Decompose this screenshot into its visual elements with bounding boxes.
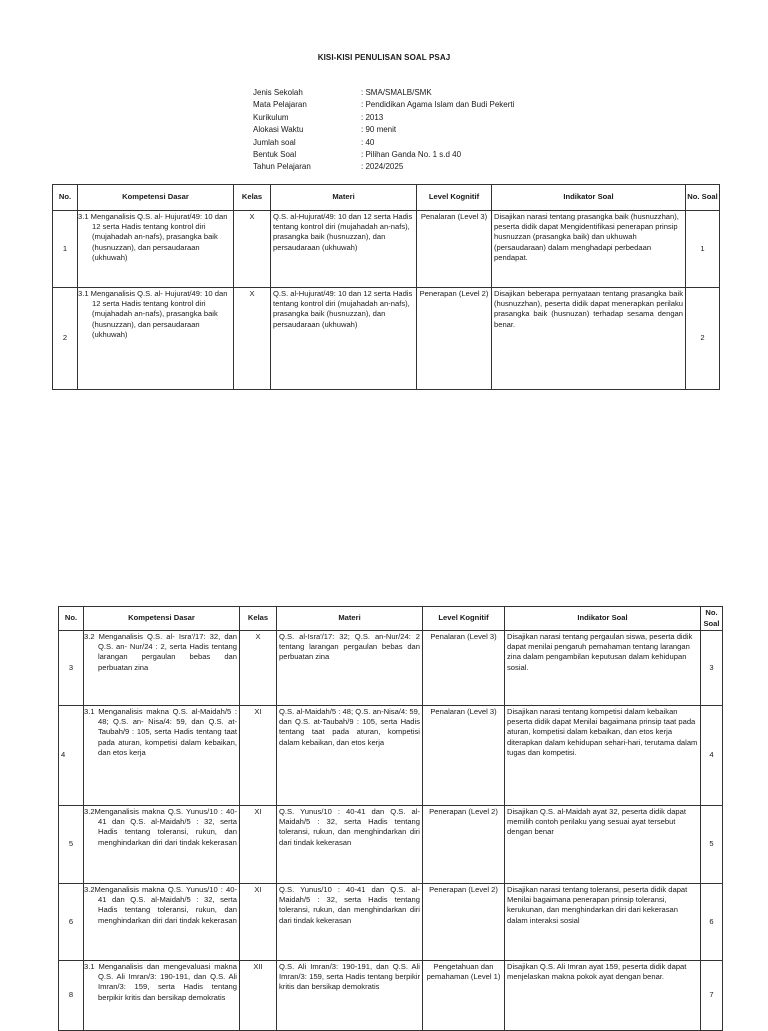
cell-indikator-soal: Disajikan narasi tentang toleransi, peserta didik dapat Menilai bagaimana penerapan prinsip toleransi, kerukunan, dan menghindarkan diri dari kekerasan dalam interaksi sosial (505, 884, 701, 961)
cell-kelas: X (234, 288, 271, 390)
cell-indikator-soal: Disajikan beberapa pernyataan tentang prasangka baik (husnuzzhan), peserta didik dapat menerapkan perilaku prasangka baik (husnuzan) terhadap sesama dengan benar. (492, 288, 686, 390)
cell-level-kognitif: Pengetahuan dan pemahaman (Level 1) (423, 961, 505, 1031)
header-indikator-soal: Indikator Soal (492, 185, 686, 211)
document-title: KISI-KISI PENULISAN SOAL PSAJ (317, 53, 451, 62)
cell-indikator-soal: Disajikan Q.S. al-Maidah ayat 32, peserta didik dapat memilih contoh perilaku yang sesuai ayat tersebut dengan benar (505, 806, 701, 884)
cell-kelas: X (240, 631, 277, 706)
cell-no-soal: 6 (701, 884, 723, 961)
header-kompetensi-dasar: Kompetensi Dasar (84, 607, 240, 631)
header-materi: Materi (271, 185, 417, 211)
cell-level-kognitif: Penalaran (Level 3) (423, 706, 505, 806)
cell-level-kognitif: Penerapan (Level 2) (417, 288, 492, 390)
cell-materi: Q.S. Ali Imran/3: 190-191, dan Q.S. Ali Imran/3: 159, serta Hadis tentang berpikir kritis dan bersikap demokratis (277, 961, 423, 1031)
header-no-soal: No. Soal (686, 185, 720, 211)
header-kompetensi-dasar: Kompetensi Dasar (78, 185, 234, 211)
cell-materi: Q.S. Yunus/10 : 40-41 dan Q.S. al-Maidah/5 : 32, serta Hadis tentang toleransi, rukun, dan menghindarkan diri dari tindak kekerasan (277, 806, 423, 884)
meta-key: Jenis Sekolah (253, 88, 303, 97)
header-indikator-soal: Indikator Soal (505, 607, 701, 631)
meta-row (253, 161, 514, 173)
table-row (59, 806, 723, 884)
cell-kelas: XI (240, 884, 277, 961)
meta-value: : 40 (361, 137, 375, 147)
cell-no: 1 (53, 211, 78, 288)
cell-no-soal: 5 (701, 806, 723, 884)
cell-indikator-soal: Disajikan Q.S. Ali Imran ayat 159, peserta didik dapat menjelaskan makna pokok ayat dengan benar. (505, 961, 701, 1031)
kisi-kisi-table-page-1 (52, 184, 720, 390)
table-row (53, 211, 720, 288)
header-level-kognitif: Level Kognitif (417, 185, 492, 211)
cell-materi: Q.S. al-Hujurat/49: 10 dan 12 serta Hadis tentang kontrol diri (mujahadah an-nafs), prasangka baik (husnuzzan), dan persaudaraan (ukhuwah) (271, 211, 417, 288)
cell-level-kognitif: Penerapan (Level 2) (423, 884, 505, 961)
cell-kompetensi-dasar: 3.2Menganalisis makna Q.S. Yunus/10 : 40-41 dan Q.S. al-Maidah/5 : 32, serta Hadis tentang toleransi, rukun, dan menghindarkan diri dari tindak kekerasan (84, 806, 240, 884)
cell-no-soal: 4 (701, 706, 723, 806)
cell-kompetensi-dasar: 3.2Menganalisis makna Q.S. Yunus/10 : 40-41 dan Q.S. al-Maidah/5 : 32, serta Hadis tentang toleransi, rukun, dan menghindarkan diri dari tindak kekerasan (84, 884, 240, 961)
table-row (59, 631, 723, 706)
table-row (59, 884, 723, 961)
meta-row (253, 149, 514, 161)
meta-value: : Pendidikan Agama Islam dan Budi Pekerti (361, 100, 515, 110)
meta-row (253, 137, 514, 149)
cell-kompetensi-dasar: 3.1 Menganalisis Q.S. al- Hujurat/49: 10 dan 12 serta Hadis tentang kontrol diri (mujahadah an-nafs), prasangka baik (husnuzzan), dan persaudaraan (ukhuwah) (78, 288, 234, 390)
table-row (59, 961, 723, 1031)
document-meta (253, 87, 514, 174)
cell-kelas: XI (240, 806, 277, 884)
table-row (59, 706, 723, 806)
cell-materi: Q.S. al-Maidah/5 : 48; Q.S. an-Nisa/4: 59, dan Q.S. at-Taubah/9 : 105, serta Hadis tentang taat pada aturan, kompetisi dalam kebaikan, dan etos kerja (277, 706, 423, 806)
meta-key: Jumlah soal (253, 137, 296, 147)
meta-value: : SMA/SMALB/SMK (361, 88, 432, 97)
meta-value: : 90 menit (361, 125, 397, 135)
header-no: No. (53, 185, 78, 211)
header-no-soal: No. Soal (701, 607, 723, 631)
cell-level-kognitif: Penalaran (Level 3) (417, 211, 492, 288)
header-materi: Materi (277, 607, 423, 631)
header-no: No. (59, 607, 84, 631)
meta-key: Kurikulum (253, 112, 289, 122)
cell-kompetensi-dasar: 3.1 Menganalisis Q.S. al- Hujurat/49: 10 dan 12 serta Hadis tentang kontrol diri (mujahadah an-nafs), prasangka baik (husnuzzan), dan persaudaraan (ukhuwah) (78, 211, 234, 288)
cell-materi: Q.S. Yunus/10 : 40-41 dan Q.S. al-Maidah/5 : 32, serta Hadis tentang toleransi, rukun, dan menghindarkan diri dari tindak kekerasan (277, 884, 423, 961)
cell-no: 3 (59, 631, 84, 706)
header-kelas: Kelas (240, 607, 277, 631)
cell-kelas: XI (240, 706, 277, 806)
table-header-row (53, 185, 720, 211)
meta-value: : 2013 (361, 112, 384, 122)
cell-no-soal: 1 (686, 211, 720, 288)
header-kelas: Kelas (234, 185, 271, 211)
kisi-kisi-table-page-2 (58, 606, 723, 1031)
cell-no: 5 (59, 806, 84, 884)
meta-key: Alokasi Waktu (253, 125, 304, 135)
cell-indikator-soal: Disajikan narasi tentang prasangka baik (husnuzzhan), peserta didik dapat Mengidentifikasi penerapan prinsip husnuzzan (prasangka baik) dan ukhuwah (persaudaraan) dalam menghadapi perbedaan pendapat. (492, 211, 686, 288)
cell-level-kognitif: Penerapan (Level 2) (423, 806, 505, 884)
table-row (53, 288, 720, 390)
meta-key: Tahun Pelajaran (253, 162, 311, 172)
meta-value: : 2024/2025 (361, 162, 404, 172)
cell-no-soal: 3 (701, 631, 723, 706)
meta-row (253, 112, 514, 124)
cell-indikator-soal: Disajikan narasi tentang kompetisi dalam kebaikan peserta didik dapat Menilai bagaimana prinsip taat pada aturan, kompetisi dalam kebaikan, dan etos kerja diterapkan dalam kehidupan sehari-hari, terutama dalam tugas dan kompetisi. (505, 706, 701, 806)
cell-kelas: X (234, 211, 271, 288)
header-level-kognitif: Level Kognitif (423, 607, 505, 631)
cell-level-kognitif: Penalaran (Level 3) (423, 631, 505, 706)
cell-no: 4 (59, 706, 84, 806)
cell-kompetensi-dasar: 3.1 Menganalisis makna Q.S. al-Maidah/5 : 48; Q.S. an- Nisa/4: 59, dan Q.S. at- Taubah/9 : 105, serta Hadis tentang taat pada aturan, kompetisi dalam kebaikan, dan etos kerja (84, 706, 240, 806)
table-header-row (59, 607, 723, 631)
cell-materi: Q.S. al-Hujurat/49: 10 dan 12 serta Hadis tentang kontrol diri (mujahadah an-nafs), prasangka baik (husnuzzan), dan persaudaraan (ukhuwah) (271, 288, 417, 390)
cell-kompetensi-dasar: 3.2 Menganalisis Q.S. al- Isra'/17: 32, dan Q.S. an- Nur/24 : 2, serta Hadis tentang larangan pergaulan bebas dan perbuatan zina (84, 631, 240, 706)
meta-row (253, 124, 514, 136)
meta-value: : Pilihan Ganda No. 1 s.d 40 (361, 150, 462, 160)
cell-no-soal: 7 (701, 961, 723, 1031)
cell-no-soal: 2 (686, 288, 720, 390)
cell-no: 6 (59, 884, 84, 961)
cell-materi: Q.S. al-Isra'/17: 32; Q.S. an-Nur/24: 2 tentang larangan pergaulan bebas dan perbuatan zina (277, 631, 423, 706)
meta-key: Bentuk Soal (253, 150, 297, 160)
meta-row (253, 99, 514, 111)
cell-no: 8 (59, 961, 84, 1031)
cell-no: 2 (53, 288, 78, 390)
meta-key: Mata Pelajaran (253, 100, 307, 110)
cell-indikator-soal: Disajikan narasi tentang pergaulan siswa, peserta didik dapat menilai pengaruh pemahaman tentang larangan zina dalam pengambilan keputusan dalam kehidupan sosial. (505, 631, 701, 706)
cell-kelas: XII (240, 961, 277, 1031)
cell-kompetensi-dasar: 3.1 Menganalisis dan mengevaluasi makna Q.S. Ali Imran/3: 190-191, dan Q.S. Ali Imran/3: 159, serta Hadis tentang berpikir kritis dan bersikap demokratis (84, 961, 240, 1031)
meta-row (253, 87, 514, 99)
